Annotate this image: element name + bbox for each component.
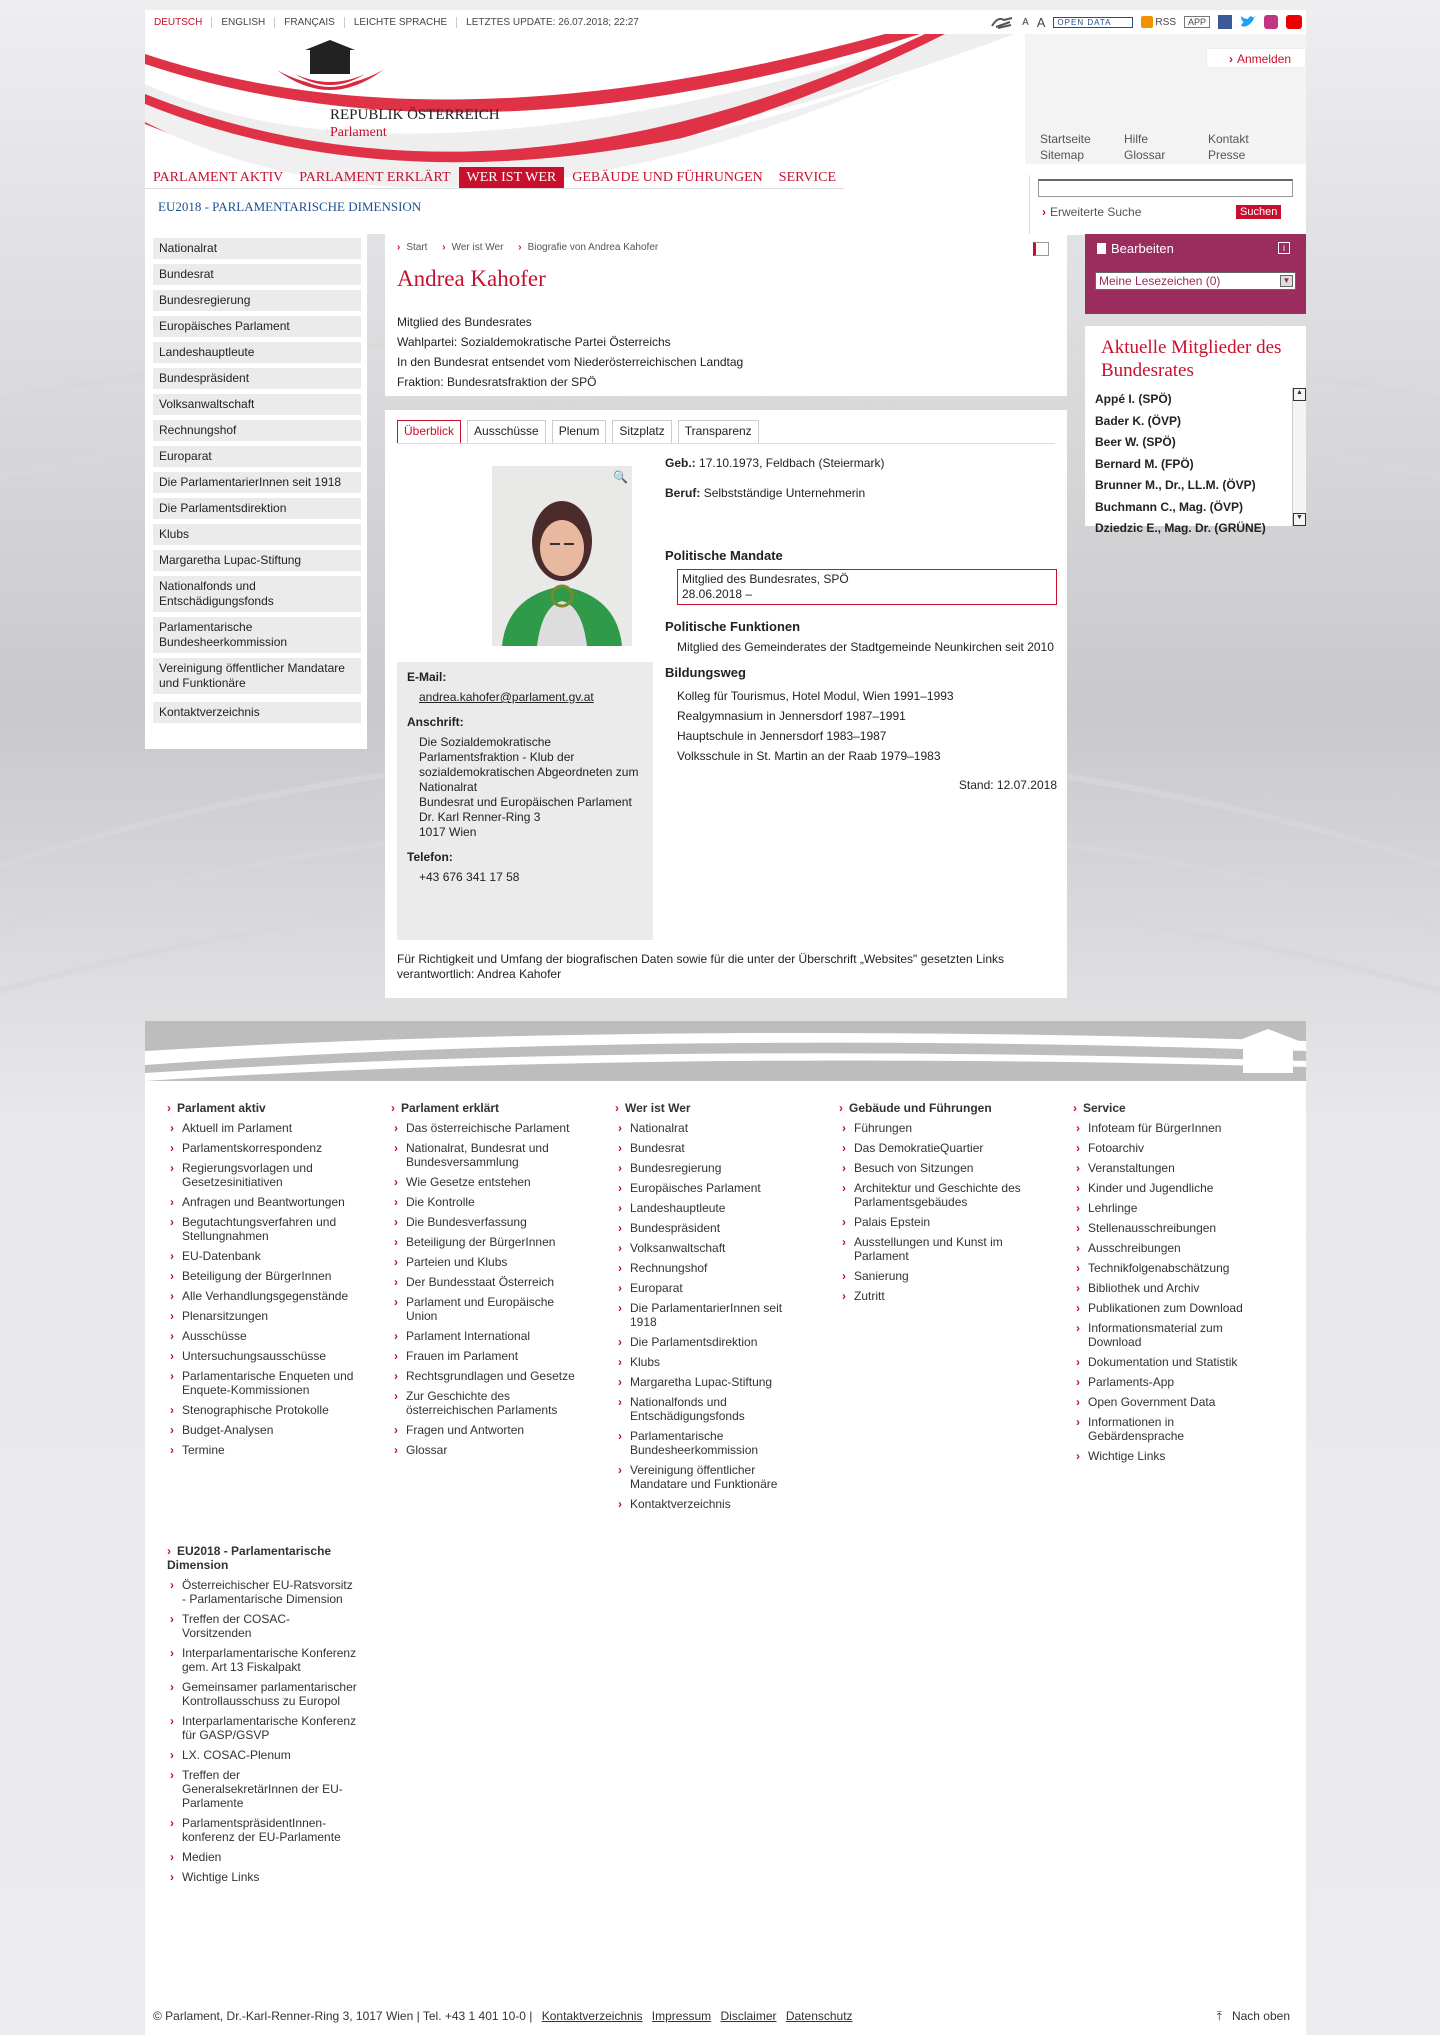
footer-link[interactable]: › Parlaments-App	[1073, 1375, 1263, 1389]
footer-link[interactable]: › Kontaktverzeichnis	[615, 1497, 805, 1511]
members-title: Aktuelle Mitglieder des Bundesrates	[1101, 337, 1282, 381]
site-footer	[145, 1081, 1306, 2035]
footer-link[interactable]: › Open Government Data	[1073, 1395, 1263, 1409]
search-box	[1029, 175, 1306, 235]
footer-col-title[interactable]: › EU2018 - Parlamentarische Dimension	[167, 1544, 357, 1572]
sidebar-item[interactable]: Parlamentarische Bundesheerkommission	[153, 617, 361, 653]
footer-bottom-link[interactable]: Datenschutz	[785, 2009, 853, 2023]
education-item: Kolleg für Tourismus, Hotel Modul, Wien 1991–1993	[677, 689, 954, 703]
link-startseite[interactable]: Startseite	[1040, 132, 1091, 146]
footer-link[interactable]: › Palais Epstein	[839, 1215, 1029, 1229]
email-label: E-Mail:	[407, 670, 447, 684]
footer-col-title[interactable]: › Parlament erklärt	[391, 1101, 581, 1115]
footer-link[interactable]: › Architektur und Geschichte des Parlamentsgebäudes	[839, 1181, 1029, 1209]
footer-link[interactable]: › Veranstaltungen	[1073, 1161, 1263, 1175]
footer-bottom-link[interactable]: Impressum	[651, 2009, 712, 2023]
parliament-building-icon	[275, 40, 385, 100]
tab-sitzplatz[interactable]: Sitzplatz	[612, 420, 671, 443]
footer-col-service	[1073, 1101, 1263, 1469]
login-label: Anmelden	[1237, 52, 1292, 66]
sidebar-item[interactable]: Die Parlamentsdirektion	[153, 498, 361, 519]
top-bar	[145, 10, 1306, 34]
footer-link[interactable]: › Untersuchungsausschüsse	[167, 1349, 367, 1363]
rss-link[interactable]	[1141, 16, 1176, 28]
footer-col-title[interactable]: › Gebäude und Führungen	[839, 1101, 1029, 1115]
footer-link[interactable]: › Publikationen zum Download	[1073, 1301, 1263, 1315]
site-header	[145, 34, 1306, 234]
lang-english[interactable]: ENGLISH	[212, 17, 275, 28]
page-wrapper	[145, 0, 1306, 2035]
footer-link[interactable]: › Informationsmaterial zum Download	[1073, 1321, 1263, 1349]
footer-link[interactable]: › Bundesregierung	[615, 1161, 805, 1175]
phone-label: Telefon:	[407, 850, 453, 864]
sidebar-item[interactable]: Europäisches Parlament	[153, 316, 361, 337]
footer-link[interactable]: › Ausschüsse	[167, 1329, 367, 1343]
bio-line: In den Bundesrat entsendet vom Niederösterreichischen Landtag	[397, 355, 744, 369]
advanced-search-link[interactable]: › Erweiterte Suche	[1042, 205, 1142, 219]
footer-link[interactable]: › Wie Gesetze entstehen	[391, 1175, 581, 1189]
link-glossar[interactable]: Glossar	[1124, 148, 1166, 162]
bio-summary	[397, 312, 743, 392]
youtube-icon[interactable]	[1286, 15, 1302, 29]
instagram-icon[interactable]	[1264, 15, 1278, 29]
logo-subtitle: Parlament	[330, 125, 387, 140]
footer-link[interactable]: › Plenarsitzungen	[167, 1309, 367, 1323]
mandate-line: 28.06.2018 –	[682, 587, 753, 601]
bookmarks-value: Meine Lesezeichen (0)	[1099, 274, 1221, 288]
footer-link[interactable]: › Nationalrat	[615, 1121, 805, 1135]
sidebar-item[interactable]: Landeshauptleute	[153, 342, 361, 363]
footer-link[interactable]: › Lehrlinge	[1073, 1201, 1263, 1215]
member-item[interactable]: Beer W. (SPÖ)	[1095, 435, 1176, 449]
footer-link[interactable]: › Bundesrat	[615, 1141, 805, 1155]
footer-col-wer-ist-wer	[615, 1101, 805, 1517]
members-list	[1095, 389, 1291, 535]
mandate-heading: Politische Mandate	[665, 548, 783, 563]
sidebar-item[interactable]: Nationalrat	[153, 238, 361, 259]
footer-link[interactable]: › Europarat	[615, 1281, 805, 1295]
arrow-up-icon: ⤒	[1216, 2009, 1222, 2023]
footer-bottom-link[interactable]: Disclaimer	[720, 2009, 777, 2023]
open-data-button[interactable]: OPEN DATA	[1053, 17, 1133, 28]
footer-link[interactable]: › Der Bundesstaat Österreich	[391, 1275, 581, 1289]
footer-col-title[interactable]: › Wer ist Wer	[615, 1101, 805, 1115]
link-presse[interactable]: Presse	[1208, 148, 1246, 162]
footer-link[interactable]: › Zutritt	[839, 1289, 1029, 1303]
footer-link[interactable]: › Europäisches Parlament	[615, 1181, 805, 1195]
edit-panel	[1085, 234, 1306, 314]
functions-heading: Politische Funktionen	[665, 619, 801, 634]
footer-link[interactable]: › Parlamentarische Bundesheerkommission	[615, 1429, 805, 1457]
rss-label: RSS	[1155, 16, 1176, 28]
footer-link[interactable]: › Parlament und Europäische Union	[391, 1295, 581, 1323]
footer-link[interactable]: › Fragen und Antworten	[391, 1423, 581, 1437]
sidebar-item[interactable]: Vereinigung öffentlicher Mandatare und Funktionäre	[153, 658, 361, 694]
sidebar-item[interactable]: Bundespräsident	[153, 368, 361, 389]
breadcrumb: › Start › Wer ist Wer › Biografie von Andrea Kahofer	[397, 242, 659, 253]
breadcrumb-start[interactable]: Start	[406, 242, 428, 253]
footer-link[interactable]: › Die Kontrolle	[391, 1195, 581, 1209]
sidebar-item[interactable]: Rechnungshof	[153, 420, 361, 441]
mandate-line: Mitglied des Bundesrates, SPÖ	[682, 572, 849, 586]
footer-link[interactable]: › Frauen im Parlament	[391, 1349, 581, 1363]
footer-link[interactable]: › Stenographische Protokolle	[167, 1403, 367, 1417]
birth-info	[665, 456, 1057, 470]
subnav-eu2018[interactable]: EU2018 - PARLAMENTARISCHE DIMENSION	[158, 199, 422, 214]
lang-leichte-sprache[interactable]: LEICHTE SPRACHE	[345, 17, 457, 28]
zoom-icon[interactable]: 🔍	[613, 470, 628, 484]
footer-link[interactable]: › Anfragen und Beantwortungen	[167, 1195, 367, 1209]
bio-line: Wahlpartei: Sozialdemokratische Partei Österreichs	[397, 335, 671, 349]
info-icon[interactable]: i	[1278, 242, 1290, 254]
nav-wer-ist-wer[interactable]: WER IST WER	[459, 167, 565, 188]
chevron-down-icon: ▼	[1280, 275, 1293, 287]
footer-link[interactable]: › Parlamentskorrespondenz	[167, 1141, 367, 1155]
top-icons	[990, 14, 1302, 30]
login-button[interactable]: › Anmelden	[1206, 48, 1306, 68]
disclaimer: Für Richtigkeit und Umfang der biografischen Daten sowie für die unter der Überschrift „Websites" gesetzten Links verantwortlich: Andrea Kahofer	[397, 952, 1004, 981]
footer-link[interactable]: › Budget-Analysen	[167, 1423, 367, 1437]
footer-link[interactable]: › Treffen der COSAC-Vorsitzenden	[167, 1612, 357, 1640]
sidebar-item[interactable]: Die ParlamentarierInnen seit 1918	[153, 472, 361, 493]
last-update: LETZTES UPDATE: 26.07.2018; 22:27	[466, 16, 639, 28]
members-scrollbar[interactable]	[1292, 388, 1306, 526]
footer-link[interactable]: › Ausschreibungen	[1073, 1241, 1263, 1255]
main-nav	[145, 167, 844, 189]
footer-link[interactable]: › Zur Geschichte des österreichischen Parlaments	[391, 1389, 581, 1417]
footer-swoosh	[145, 1021, 1306, 1081]
copyright-text: © Parlament, Dr.-Karl-Renner-Ring 3, 1017 Wien | Tel. +43 1 401 10-0 |	[153, 2009, 533, 2023]
sign-language-icon[interactable]	[990, 14, 1014, 30]
education-item: Volksschule in St. Martin an der Raab 1979–1983	[677, 749, 941, 763]
address-line: Dr. Karl Renner-Ring 3	[419, 810, 541, 824]
footer-link[interactable]: › Rechnungshof	[615, 1261, 805, 1275]
bio-header	[385, 234, 1067, 396]
breadcrumb-wer-ist-wer[interactable]: Wer ist Wer	[451, 242, 504, 253]
edit-icon	[1097, 243, 1106, 254]
footer-link[interactable]: › Regierungsvorlagen und Gesetzesinitiativen	[167, 1161, 367, 1189]
page-title: Andrea Kahofer	[397, 266, 546, 291]
last-updated: Stand: 12.07.2018	[958, 778, 1057, 792]
bio-details	[665, 456, 1057, 792]
footer-link[interactable]: › Kinder und Jugendliche	[1073, 1181, 1263, 1195]
birth-label: Geb.:	[665, 456, 696, 470]
footer-link[interactable]: › Landeshauptleute	[615, 1201, 805, 1215]
footer-link[interactable]: › Dokumentation und Statistik	[1073, 1355, 1263, 1369]
footer-link[interactable]: › Nationalrat, Bundesrat und Bundesversammlung	[391, 1141, 581, 1169]
footer-link[interactable]: › Technikfolgenabschätzung	[1073, 1261, 1263, 1275]
tab-bar	[397, 420, 1055, 444]
language-switcher	[145, 10, 648, 34]
sidebar-item[interactable]: Nationalfonds und Entschädigungsfonds	[153, 576, 361, 612]
footer-link[interactable]: › Vereinigung öffentlicher Mandatare und Funktionäre	[615, 1463, 805, 1491]
lang-francais[interactable]: FRANÇAIS	[275, 17, 345, 28]
footer-link[interactable]: › Wichtige Links	[1073, 1449, 1263, 1463]
footer-link[interactable]: › Österreichischer EU-Ratsvorsitz - Parlamentarische Dimension	[167, 1578, 357, 1606]
footer-link[interactable]: › Parteien und Klubs	[391, 1255, 581, 1269]
member-item[interactable]: Buchmann C., Mag. (ÖVP)	[1095, 499, 1244, 514]
footer-link[interactable]: › Bibliothek und Archiv	[1073, 1281, 1263, 1295]
footer-link[interactable]: › Besuch von Sitzungen	[839, 1161, 1029, 1175]
footer-link[interactable]: › Interparlamentarische Konferenz für GASP/GSVP	[167, 1714, 357, 1742]
sidebar	[145, 234, 367, 749]
address	[407, 735, 643, 840]
mandate-box	[677, 569, 1057, 605]
portrait-photo[interactable]	[492, 466, 632, 646]
footer-link[interactable]: › Infoteam für BürgerInnen	[1073, 1121, 1263, 1135]
footer-col-gebaeude	[839, 1101, 1029, 1309]
nav-service[interactable]: SERVICE	[778, 170, 837, 185]
link-kontakt[interactable]: Kontakt	[1208, 132, 1249, 146]
sidebar-item[interactable]: Margaretha Lupac-Stiftung	[153, 550, 361, 571]
address-label: Anschrift:	[407, 715, 464, 729]
education-item: Realgymnasium in Jennersdorf 1987–1991	[677, 709, 906, 723]
main-content	[385, 234, 1067, 998]
sidebar-item[interactable]: Kontaktverzeichnis	[153, 702, 361, 723]
bio-detail-panel	[385, 410, 1067, 998]
footer-link[interactable]: › Interparlamentarische Konferenz gem. Art 13 Fiskalpakt	[167, 1646, 357, 1674]
footer-link[interactable]: › Sanierung	[839, 1269, 1029, 1283]
functions-value: Mitglied des Gemeinderates der Stadtgemeinde Neunkirchen seit 2010	[677, 640, 1054, 654]
sidebar-item[interactable]: Klubs	[153, 524, 361, 545]
sidebar-item[interactable]: Bundesrat	[153, 264, 361, 285]
sidebar-item[interactable]: Bundesregierung	[153, 290, 361, 311]
footer-link[interactable]: › Treffen der GeneralsekretärInnen der EU-Parlamente	[167, 1768, 357, 1810]
footer-bottom-link[interactable]: Kontaktverzeichnis	[541, 2009, 643, 2023]
back-to-top[interactable]	[1217, 2009, 1290, 2024]
education-heading: Bildungsweg	[665, 665, 746, 680]
font-size-large-button[interactable]: A	[1036, 14, 1046, 30]
footer-link[interactable]: › Wichtige Links	[167, 1870, 357, 1884]
footer-link[interactable]: › Klubs	[615, 1355, 805, 1369]
job-info	[665, 486, 1057, 500]
footer-col-eu2018	[167, 1544, 357, 1890]
footer-link[interactable]: › Aktuell im Parlament	[167, 1121, 367, 1135]
link-sitemap[interactable]: Sitemap	[1040, 148, 1085, 162]
birth-value: 17.10.1973, Feldbach (Steiermark)	[699, 456, 885, 470]
footer-col-parlament-aktiv	[167, 1101, 367, 1463]
footer-link[interactable]: › Parlament International	[391, 1329, 581, 1343]
footer-link[interactable]: › Das österreichische Parlament	[391, 1121, 581, 1135]
address-line: Die Sozialdemokratische Parlamentsfraktion - Klub der sozialdemokratischen Abgeordneten zum Nationalrat	[419, 735, 639, 794]
breadcrumb-current: Biografie von Andrea Kahofer	[527, 242, 659, 253]
right-column	[1085, 234, 1306, 535]
nav-parlament-aktiv[interactable]: PARLAMENT AKTIV	[153, 170, 284, 185]
bio-line: Mitglied des Bundesrates	[397, 315, 532, 329]
tab-transparenz[interactable]: Transparenz	[678, 420, 759, 443]
footer-link[interactable]: › Beteiligung der BürgerInnen	[391, 1235, 581, 1249]
tab-ausschuesse[interactable]: Ausschüsse	[467, 420, 546, 443]
advanced-search-label: Erweiterte Suche	[1050, 205, 1142, 219]
footer-link[interactable]: › Stellenausschreibungen	[1073, 1221, 1263, 1235]
bookmarks-select[interactable]	[1095, 272, 1296, 290]
footer-link[interactable]: › Glossar	[391, 1443, 581, 1457]
tab-plenum[interactable]: Plenum	[552, 420, 607, 443]
member-item[interactable]: Bernard M. (FPÖ)	[1095, 456, 1194, 471]
twitter-icon[interactable]	[1240, 15, 1256, 29]
member-item[interactable]: Bader K. (ÖVP)	[1095, 413, 1182, 428]
logo-title: REPUBLIK ÖSTERREICH	[330, 107, 500, 123]
footer-link[interactable]: › Die Bundesverfassung	[391, 1215, 581, 1229]
nav-parlament-erklaert[interactable]: PARLAMENT ERKLÄRT	[299, 170, 451, 185]
footer-link[interactable]: › Ausstellungen und Kunst im Parlament	[839, 1235, 1029, 1263]
app-button[interactable]: APP	[1184, 16, 1210, 28]
portrait-image	[492, 466, 632, 646]
sidebar-item[interactable]: Volksanwaltschaft	[153, 394, 361, 415]
footer-link[interactable]: › Das DemokratieQuartier	[839, 1141, 1029, 1155]
footer-col-title[interactable]: › Parlament aktiv	[167, 1101, 367, 1115]
facebook-icon[interactable]	[1218, 15, 1232, 29]
member-item[interactable]: Brunner M., Dr., LL.M. (ÖVP)	[1095, 478, 1256, 492]
footer-link[interactable]: › Die ParlamentarierInnen seit 1918	[615, 1301, 805, 1329]
job-value: Selbstständige Unternehmerin	[703, 486, 866, 500]
footer-link[interactable]: › Margaretha Lupac-Stiftung	[615, 1375, 805, 1389]
edit-label[interactable]: Bearbeiten	[1111, 241, 1174, 256]
footer-link[interactable]: › EU-Datenbank	[167, 1249, 367, 1263]
footer-link[interactable]: › Beteiligung der BürgerInnen	[167, 1269, 367, 1283]
job-label: Beruf:	[665, 486, 701, 500]
footer-link[interactable]: › Fotoarchiv	[1073, 1141, 1263, 1155]
phone-number: +43 676 341 17 58	[419, 870, 520, 884]
footer-link[interactable]: › ParlamentspräsidentInnen-konferenz der EU-Parlamente	[167, 1816, 357, 1844]
footer-col-parlament-erklaert	[391, 1101, 581, 1463]
footer-link[interactable]: › Nationalfonds und Entschädigungsfonds	[615, 1395, 805, 1423]
bookmark-add-icon[interactable]	[1033, 242, 1049, 256]
member-item[interactable]: Appé I. (SPÖ)	[1095, 392, 1172, 406]
back-to-top-label: Nach oben	[1231, 2009, 1290, 2023]
footer-link[interactable]: › Volksanwaltschaft	[615, 1241, 805, 1255]
education-item: Hauptschule in Jennersdorf 1983–1987	[677, 729, 887, 743]
footer-link[interactable]: › Bundespräsident	[615, 1221, 805, 1235]
font-size-small-button[interactable]: A	[1022, 16, 1029, 28]
quick-links	[1040, 132, 1292, 162]
rss-icon	[1141, 16, 1153, 28]
tab-ueberblick[interactable]: Überblick	[397, 420, 461, 443]
footer-link[interactable]: › Informationen in Gebärdensprache	[1073, 1415, 1263, 1443]
footer-link[interactable]: › Führungen	[839, 1121, 1029, 1135]
footer-link[interactable]: › Rechtsgrundlagen und Gesetze	[391, 1369, 581, 1383]
nav-gebaeude-fuehrungen[interactable]: GEBÄUDE UND FÜHRUNGEN	[572, 170, 763, 185]
member-item[interactable]: Dziedzic E., Mag. Dr. (GRÜNE)	[1095, 521, 1266, 535]
scroll-up-icon[interactable]: ▲	[1293, 388, 1306, 401]
parliament-logo[interactable]	[275, 40, 385, 100]
footer-link[interactable]: › Begutachtungsverfahren und Stellungnahmen	[167, 1215, 367, 1243]
footer-band	[145, 1021, 1306, 1081]
footer-link[interactable]: › LX. COSAC-Plenum	[167, 1748, 357, 1762]
footer-col-title[interactable]: › Service	[1073, 1101, 1263, 1115]
footer-link[interactable]: › Die Parlamentsdirektion	[615, 1335, 805, 1349]
search-button[interactable]: Suchen	[1236, 205, 1281, 219]
address-line: 1017 Wien	[419, 825, 477, 839]
sidebar-item[interactable]: Europarat	[153, 446, 361, 467]
lang-deutsch[interactable]: DEUTSCH	[145, 17, 212, 28]
current-members-panel	[1085, 326, 1306, 535]
bio-line: Fraktion: Bundesratsfraktion der SPÖ	[397, 375, 597, 389]
address-line: Bundesrat und Europäischen Parlament	[419, 795, 632, 809]
contact-box	[397, 662, 653, 940]
email-link[interactable]: andrea.kahofer@parlament.gv.at	[419, 690, 594, 704]
footer-link[interactable]: › Termine	[167, 1443, 367, 1457]
footer-link[interactable]: › Medien	[167, 1850, 357, 1864]
copyright-line	[153, 2009, 853, 2023]
search-input[interactable]	[1038, 179, 1293, 197]
footer-link[interactable]: › Gemeinsamer parlamentarischer Kontrollausschuss zu Europol	[167, 1680, 357, 1708]
link-hilfe[interactable]: Hilfe	[1124, 132, 1149, 146]
footer-link[interactable]: › Alle Verhandlungsgegenstände	[167, 1289, 367, 1303]
footer-link[interactable]: › Parlamentarische Enqueten und Enquete-Kommissionen	[167, 1369, 367, 1397]
scroll-down-icon[interactable]: ▼	[1293, 513, 1306, 526]
